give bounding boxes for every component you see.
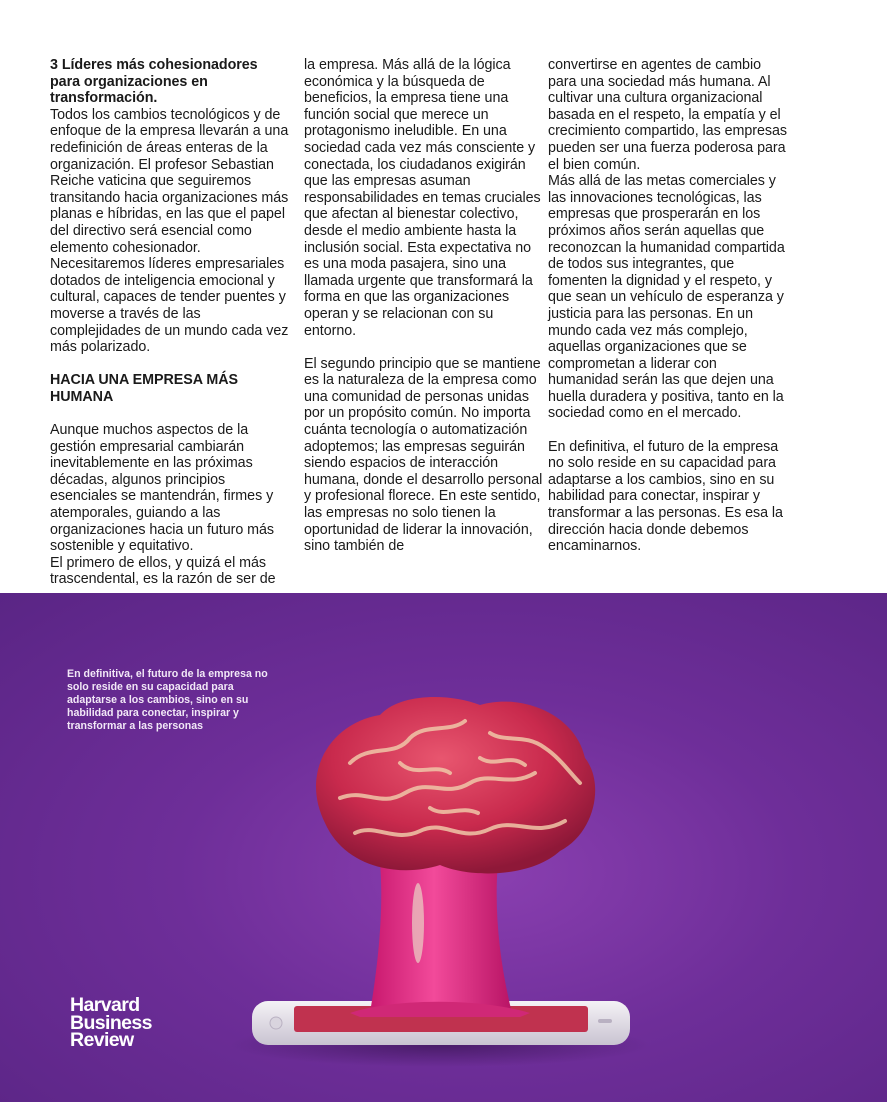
harvard-business-review-logo (70, 994, 152, 1051)
article-column-3 (548, 57, 788, 555)
brand-line: Harvard (70, 994, 140, 1016)
brand-line: Business (70, 1011, 152, 1034)
phone-home-button (270, 1017, 282, 1029)
paragraph: Más allá de las metas comerciales y las innovaciones tecnológicas, las empresas que prosperarán en los próximos años serán aquellas que reconozcan la humanidad compartida de todos sus integrantes, que fomenten la dignidad y el respeto, y que sean un vehículo de esperanza y justicia para las personas. En un mundo cada vez más complejo, aquellas organizaciones que se comprometan a liderar con humanidad serán las que dejen una huella duradera y positiva, tanto en la sociedad como en el mercado. (548, 173, 785, 422)
brain (316, 697, 595, 873)
paragraph: El primero de ellos, y quizá el más trascendental, es la razón de ser de (50, 554, 276, 588)
paragraph: convertirse en agentes de cambio para una sociedad más humana. Al cultivar una cultura organizacional basada en el respeto, la empatía y el crecimiento compartido, las empresas pueden ser una fuerza poderosa para el bien común. (548, 57, 787, 173)
phone-speaker (598, 1019, 612, 1023)
article-column-2 (304, 57, 544, 555)
paragraph: Aunque muchos aspectos de la gestión empresarial cambiarán inevitablemente en las próximas décadas, algunos principios esenciales se mantendrán, firmes y atemporales, guiando a las organizaciones hacia un futuro más sostenible y equitativo. (50, 422, 275, 555)
article-column-1 (50, 57, 290, 588)
hero-illustration-panel (0, 593, 887, 1102)
pull-quote: En definitiva, el futuro de la empresa no solo reside en su capacidad para adaptarse a los cambios, sino en su habilidad para conectar, inspirar y transformar a las personas (67, 668, 268, 732)
paragraph: Todos los cambios tecnológicos y de enfoque de la empresa llevarán a una redefinición de áreas enteras de la organización. El profesor Sebastian Reiche vaticina que seguiremos transitando hacia organizaciones más planas e híbridas, en las que el papel del directivo será esencial como elemento cohesionador. Necesitaremos líderes empresariales dotados de inteligencia emocional y cultural, capaces de tender puentes y moverse a través de las complejidades de un mundo cada vez más polarizado. (50, 106, 289, 356)
paragraph: la empresa. Más allá de la lógica económica y la búsqueda de beneficios, la empresa tiene una función social que merece un protagonismo ineludible. En una sociedad cada vez más consciente y conectada, los ciudadanos exigirán que las empresas asuman responsabilidades en temas cruciales que afectan al bienestar colectivo, desde el medio ambiente hasta la inclusión social. Esta expectativa no es una moda pasajera, sino una llamada urgente que transformará la forma en que las organizaciones operan y se relacionan con su entorno. (304, 57, 541, 339)
paragraph: En definitiva, el futuro de la empresa no solo reside en su capacidad para adaptarse a los cambios, sino en su habilidad para conectar, inspirar y transformar a las personas. Es esa la dirección hacia donde debemos encaminarnos. (548, 438, 783, 555)
paragraph: El segundo principio que se mantiene es la naturaleza de la empresa como una comunidad de personas unidas por un propósito común. No importa cuánta tecnología o automatización adoptemos; las empresas seguirán siendo espacios de interacción humana, donde el desarrollo personal y profesional florece. En este sentido, las empresas no solo tienen la oportunidad de liderar la innovación, sino también de (304, 355, 543, 555)
section-lead: 3 Líderes más cohesionadores para organizaciones en transformación. (50, 57, 258, 107)
brand-line: Review (70, 1029, 134, 1051)
section-heading: HACIA UNA EMPRESA MÁS HUMANA (50, 372, 238, 405)
